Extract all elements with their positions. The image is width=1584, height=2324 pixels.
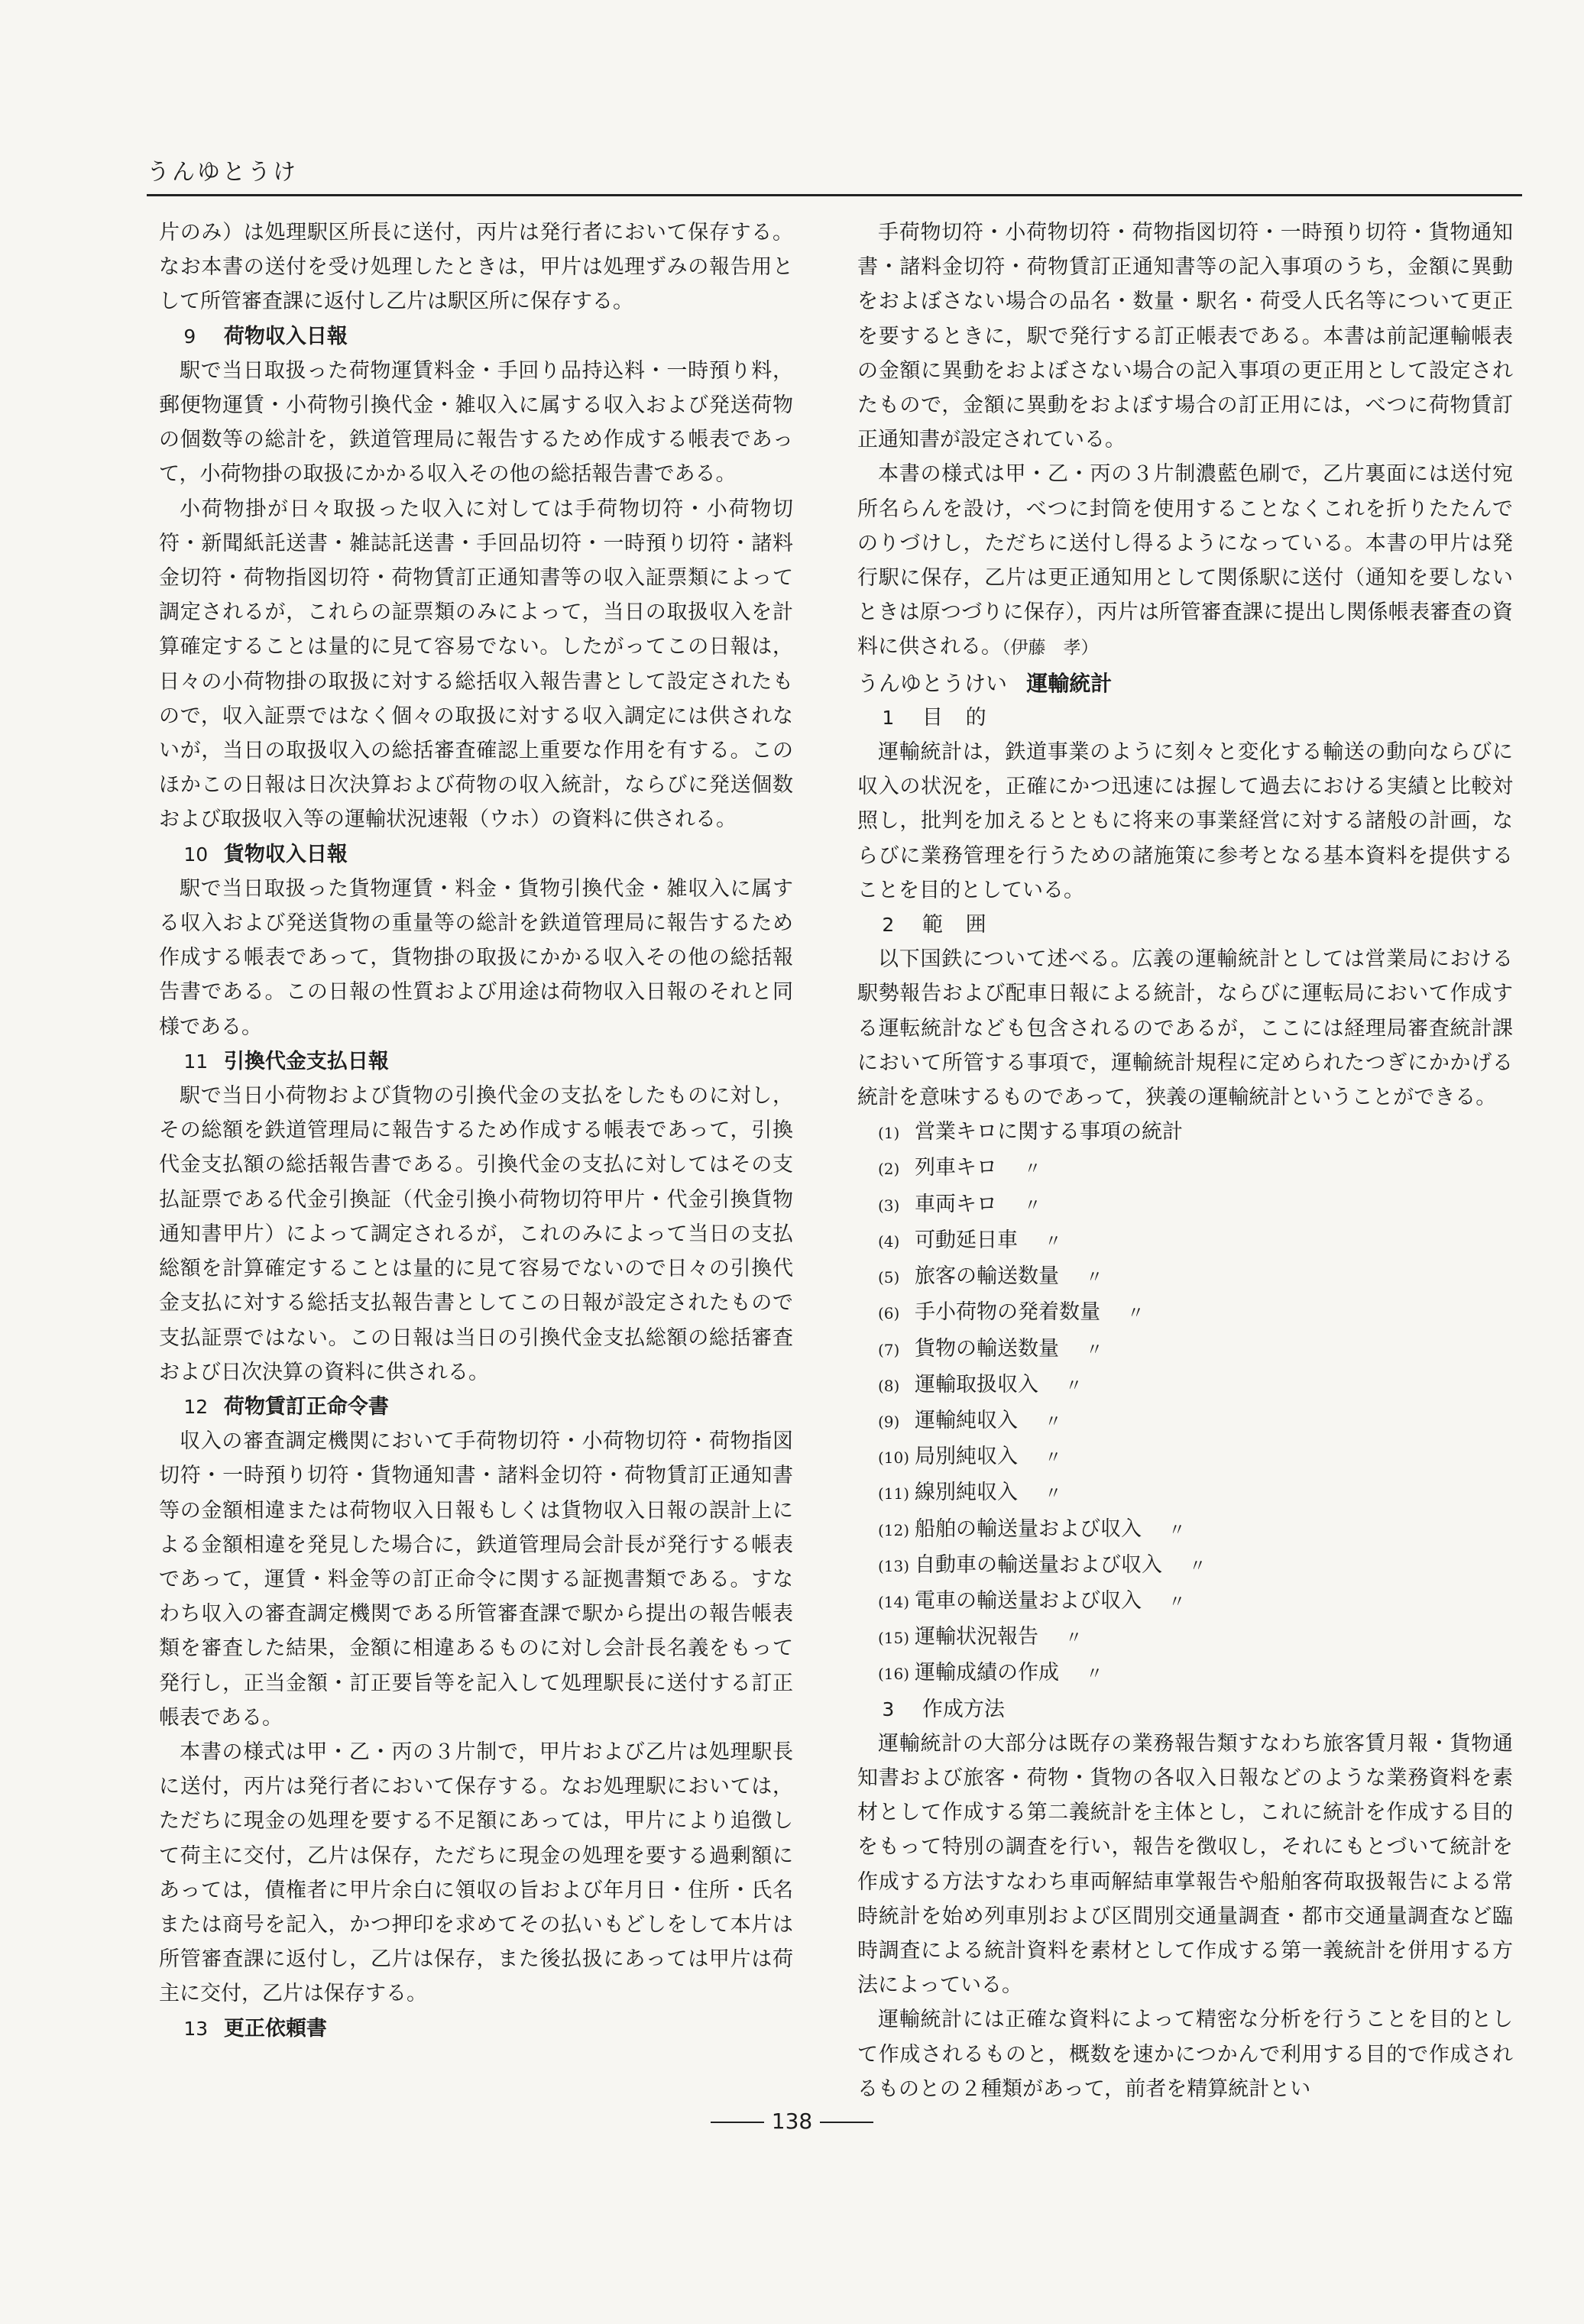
section-number: 1 xyxy=(882,706,895,729)
ditto-mark: 〃 xyxy=(1024,1196,1041,1215)
list-item-number: (1) xyxy=(878,1124,900,1143)
list-item-text: 車両キロ xyxy=(915,1192,997,1216)
section-number: 3 xyxy=(882,1698,895,1720)
section-title: 更正依頼書 xyxy=(223,2016,327,2041)
ditto-mark: 〃 xyxy=(1127,1304,1145,1324)
paragraph: 駅で当日取扱った貨物運賃・料金・貨物引換代金・雑収入に属する収入および発送貨物の重量等の総計を鉄道管理局に報告するため作成する帳表であって，貨物掛の取扱にかかる収入その他の総括報告書である。この日報の性質および用途は荷物収入日報のそれと同様である。 xyxy=(159,876,793,1039)
list-item-number: (13) xyxy=(878,1556,910,1575)
list-item-text: 貨物の輸送数量 xyxy=(915,1336,1059,1361)
ditto-mark: 〃 xyxy=(1189,1556,1207,1576)
list-item-text: 旅客の輸送数量 xyxy=(915,1264,1059,1289)
paragraph: 本書の様式は甲・乙・丙の３片制で，甲片および乙片は処理駅長に送付，丙片は発行者において保存する。なお処理駅においては，ただちに現金の処理を要する不足額にあっては，甲片により追徴して荷主に交付，乙片は保存，ただちに現金の処理を要する過剰額にあっては，債権者に甲片余白に領収の旨および年月日・住所・氏名または商号を記入，かつ押印を求めてその払いもどしをして本片は所管審査課に返付し，乙片は保存，また後払扱にあっては甲片は荷主に交付，乙片は保存する。 xyxy=(159,1740,793,2006)
left-column xyxy=(159,215,793,2046)
page-number-footer xyxy=(0,2109,1584,2134)
list-item-number: (5) xyxy=(878,1268,900,1287)
statistics-list-item xyxy=(857,1259,1513,1295)
ditto-mark: 〃 xyxy=(1045,1232,1062,1251)
list-item-number: (14) xyxy=(878,1592,910,1611)
statistics-list-item xyxy=(857,1187,1513,1223)
right-column xyxy=(857,215,1513,2106)
list-item-text: 自動車の輸送量および収入 xyxy=(915,1552,1162,1577)
section-number: 12 xyxy=(183,1395,209,1418)
ditto-mark: 〃 xyxy=(1065,1629,1083,1649)
paragraph: 運輸統計には正確な資料によって精密な分析を行うことを目的として作成されるものと，概数を速かにつかんで利用する目的で作成されるものとの２種類があって，前者を精算統計とい xyxy=(857,2008,1513,2101)
section-heading xyxy=(857,908,1513,942)
list-item-number: (2) xyxy=(878,1160,900,1179)
ditto-mark: 〃 xyxy=(1086,1268,1103,1288)
list-item-number: (4) xyxy=(878,1232,900,1251)
paragraph xyxy=(857,457,1513,665)
entry-reading: うんゆとうけい xyxy=(857,670,1008,696)
header-rule xyxy=(147,194,1522,196)
list-item-text: 電車の輸送量および収入 xyxy=(915,1588,1142,1613)
list-item-text: 列車キロ xyxy=(915,1156,997,1180)
section-heading xyxy=(159,1390,793,1424)
entry-heading xyxy=(857,666,1513,701)
folio-dash xyxy=(711,2122,764,2123)
ditto-mark: 〃 xyxy=(1024,1160,1041,1180)
section-title: 範囲 xyxy=(922,913,1009,937)
list-item-text: 可動延日車 xyxy=(915,1228,1018,1252)
statistics-list-item xyxy=(857,1548,1513,1584)
statistics-list-item xyxy=(857,1584,1513,1620)
section-heading xyxy=(159,319,793,354)
section-number: 9 xyxy=(183,325,196,348)
ditto-mark: 〃 xyxy=(1045,1484,1062,1504)
list-item-number: (10) xyxy=(878,1448,910,1468)
paragraph: 片のみ）は処理駅区所長に送付，丙片は発行者において保存する。なお本書の送付を受け処理したときは，甲片は処理ずみの報告用として所管審査課に返付し乙片は駅区所に保存する。 xyxy=(159,221,793,314)
statistics-list-item xyxy=(857,1620,1513,1656)
list-item-text: 局別純収入 xyxy=(915,1445,1018,1469)
section-title: 荷物賃訂正命令書 xyxy=(223,1394,389,1419)
author-credit: （伊藤 孝） xyxy=(1002,638,1099,659)
paragraph: 以下国鉄について述べる。広義の運輸統計としては営業局における駅勢報告および配車日報による統計，ならびに運転局において作成する運転統計なども包含されるのであるが，ここには経理局審査統計課において所管する事項で，運輸統計規程に定められたつぎにかかげる統計を意味するものであって，狭義の運輸統計ということができる。 xyxy=(857,947,1513,1110)
list-item-number: (11) xyxy=(878,1484,910,1503)
statistics-list-item xyxy=(857,1439,1513,1475)
folio-dash xyxy=(820,2122,873,2123)
paragraph: 運輸統計は，鉄道事業のように刻々と変化する輸送の動向ならびに収入の状況を，正確にかつ迅速には握して過去における実績と比較対照し，批判を加えるとともに将来の事業経営に対する諸般の計画，ならびに業務管理を行うための諸施策に参考となる基本資料を提供することを目的としている。 xyxy=(857,740,1513,902)
ditto-mark: 〃 xyxy=(1168,1592,1186,1612)
section-heading xyxy=(159,1044,793,1079)
section-heading xyxy=(857,701,1513,735)
paragraph: 収入の審査調定機関において手荷物切符・小荷物切符・荷物指図切符・一時預り切符・貨物通知書・諸料金切符・荷物賃訂正通知書等の金額相違または荷物収入日報もしくは貨物収入日報の誤計上による金額相違を発見した場合に，鉄道管理局会計長が発行する帳表であって，運賃・料金等の訂正命令に関する証拠書類である。すなわち収入の審査調定機関である所管審査課で駅から提出の報告帳表類を審査した結果，金額に相違あるものに対し会計長名義をもって発行し，正当金額・訂正要旨等を記入して処理駅長に送付する訂正帳表である。 xyxy=(159,1429,793,1730)
list-item-text: 船舶の輸送量および収入 xyxy=(915,1516,1142,1541)
page-number: 138 xyxy=(771,2109,813,2134)
list-item-number: (3) xyxy=(878,1196,900,1215)
list-item-number: (9) xyxy=(878,1412,900,1431)
section-title: 引換代金支払日報 xyxy=(223,1049,389,1073)
statistics-list-item xyxy=(857,1475,1513,1511)
list-item-number: (6) xyxy=(878,1304,900,1323)
ditto-mark: 〃 xyxy=(1086,1340,1103,1360)
paragraph-text: 本書の様式は甲・乙・丙の３片制濃藍色刷で，乙片裏面には送付宛所名らんを設け，べつに封筒を使用することなくこれを折りたたんでのりづけし，ただちに送付し得るようになっている。本書の甲片は発行駅に保存，乙片は更正通知用として関係駅に送付（通知を要しないときは原つづりに保存），丙片は所管審査課に提出し関係帳表審査の資料に供される。 xyxy=(857,462,1513,659)
section-heading xyxy=(857,1692,1513,1727)
ditto-mark: 〃 xyxy=(1045,1448,1062,1468)
statistics-list-item xyxy=(857,1656,1513,1691)
section-title: 作成方法 xyxy=(922,1697,1005,1721)
list-item-text: 線別純収入 xyxy=(915,1481,1018,1505)
ditto-mark: 〃 xyxy=(1065,1376,1083,1396)
paragraph: 駅で当日取扱った荷物運賃料金・手回り品持込料・一時預り料，郵便物運賃・小荷物引換代金・雑収入に属する収入および発送荷物の個数等の総計を，鉄道管理局に報告するため作成する帳表であって，小荷物掛の取扱にかかる収入その他の総括報告書である。 xyxy=(159,358,793,487)
section-number: 2 xyxy=(882,914,895,937)
paragraph: 駅で当日小荷物および貨物の引換代金の支払をしたものに対し，その総額を鉄道管理局に報告するため作成する帳表であって，引換代金支払額の総括報告書である。引換代金の支払に対してはその支払証票である代金引換証（代金引換小荷物切符甲片・代金引換貨物通知書甲片）によって調定されるが，これのみによって当日の支払総額を計算確定することは量的に見て容易でないので日々の引換代金支払に対する総括支払報告書としてこの日報が設定されたもので支払証票ではない。この日報は当日の引換代金支払総額の総括審査および日次決算の資料に供される。 xyxy=(159,1084,793,1384)
statistics-list-item xyxy=(857,1151,1513,1186)
section-heading xyxy=(159,2012,793,2046)
section-heading xyxy=(159,837,793,872)
list-item-text: 営業キロに関する事項の統計 xyxy=(915,1120,1183,1144)
ditto-mark: 〃 xyxy=(1086,1665,1103,1685)
entry-title: 運輸統計 xyxy=(1026,670,1113,696)
section-number: 10 xyxy=(183,843,209,866)
section-number: 11 xyxy=(183,1050,209,1073)
running-header: うんゆとうけ xyxy=(147,159,298,186)
list-item-number: (7) xyxy=(878,1340,900,1359)
paragraph: 運輸統計の大部分は既存の業務報告類すなわち旅客賃月報・貨物通知書および旅客・荷物・貨物の各収入日報などのような業務資料を素材として作成する第二義統計を主体とし，これに統計を作成する目的をもって特別の調査を行い，報告を徴収し，それにもとづいて統計を作成する方法すなわち車両解結車掌報告や船舶客荷取扱報告による常時統計を始め列車別および区間別交通量調査・都市交通量調査など臨時調査による統計資料を素材として作成する第一義統計を併用する方法によっている。 xyxy=(857,1731,1513,1998)
statistics-list-item xyxy=(857,1368,1513,1403)
list-item-number: (16) xyxy=(878,1665,910,1684)
section-title: 貨物収入日報 xyxy=(223,842,348,866)
statistics-list-item xyxy=(857,1332,1513,1368)
statistics-list-item xyxy=(857,1223,1513,1259)
list-item-text: 運輸状況報告 xyxy=(915,1625,1038,1649)
list-item-text: 手小荷物の発着数量 xyxy=(915,1300,1100,1325)
ditto-mark: 〃 xyxy=(1045,1412,1062,1432)
list-item-number: (12) xyxy=(878,1520,910,1539)
list-item-text: 運輸成績の作成 xyxy=(915,1661,1059,1685)
statistics-list-item xyxy=(857,1115,1513,1151)
section-title: 目的 xyxy=(922,705,1009,730)
statistics-list-item xyxy=(857,1512,1513,1548)
list-item-number: (8) xyxy=(878,1376,900,1395)
paragraph: 手荷物切符・小荷物切符・荷物指図切符・一時預り切符・貨物通知書・諸料金切符・荷物賃訂正通知書等の記入事項のうち，金額に異動をおよぼさない場合の品名・数量・駅名・荷受人氏名等について更正を要するときに，駅で発行する訂正帳表である。本書は前記運輸帳表の金額に異動をおよぼさない場合の記入事項の更正用として設定されたもので，金額に異動をおよぼす場合の訂正用には，べつに荷物賃訂正通知書が設定されている。 xyxy=(857,221,1513,452)
ditto-mark: 〃 xyxy=(1168,1520,1186,1540)
section-title: 荷物収入日報 xyxy=(223,324,348,348)
list-item-number: (15) xyxy=(878,1629,910,1648)
statistics-list xyxy=(857,1115,1513,1691)
list-item-text: 運輸純収入 xyxy=(915,1408,1018,1432)
section-number: 13 xyxy=(183,2017,209,2040)
paragraph: 小荷物掛が日々取扱った収入に対しては手荷物切符・小荷物切符・新聞紙託送書・雑誌託送書・手回品切符・一時預り切符・諸料金切符・荷物指図切符・荷物賃訂正通知書等の収入証票類によって調定されるが，これらの証票類のみによって，当日の取扱収入を計算確定することは量的に見て容易でない。したがってこの日報は，日々の小荷物掛の取扱に対する総括収入報告書として設定されたもので，収入証票ではなく個々の取扱に対する収入調定には供されないが，当日の取扱収入の総括審査確認上重要な作用を有する。このほかこの日報は日次決算および荷物の収入統計，ならびに発送個数および取扱収入等の運輸状況速報（ウホ）の資料に供される。 xyxy=(159,497,793,832)
statistics-list-item xyxy=(857,1295,1513,1331)
statistics-list-item xyxy=(857,1403,1513,1439)
list-item-text: 運輸取扱収入 xyxy=(915,1372,1038,1397)
